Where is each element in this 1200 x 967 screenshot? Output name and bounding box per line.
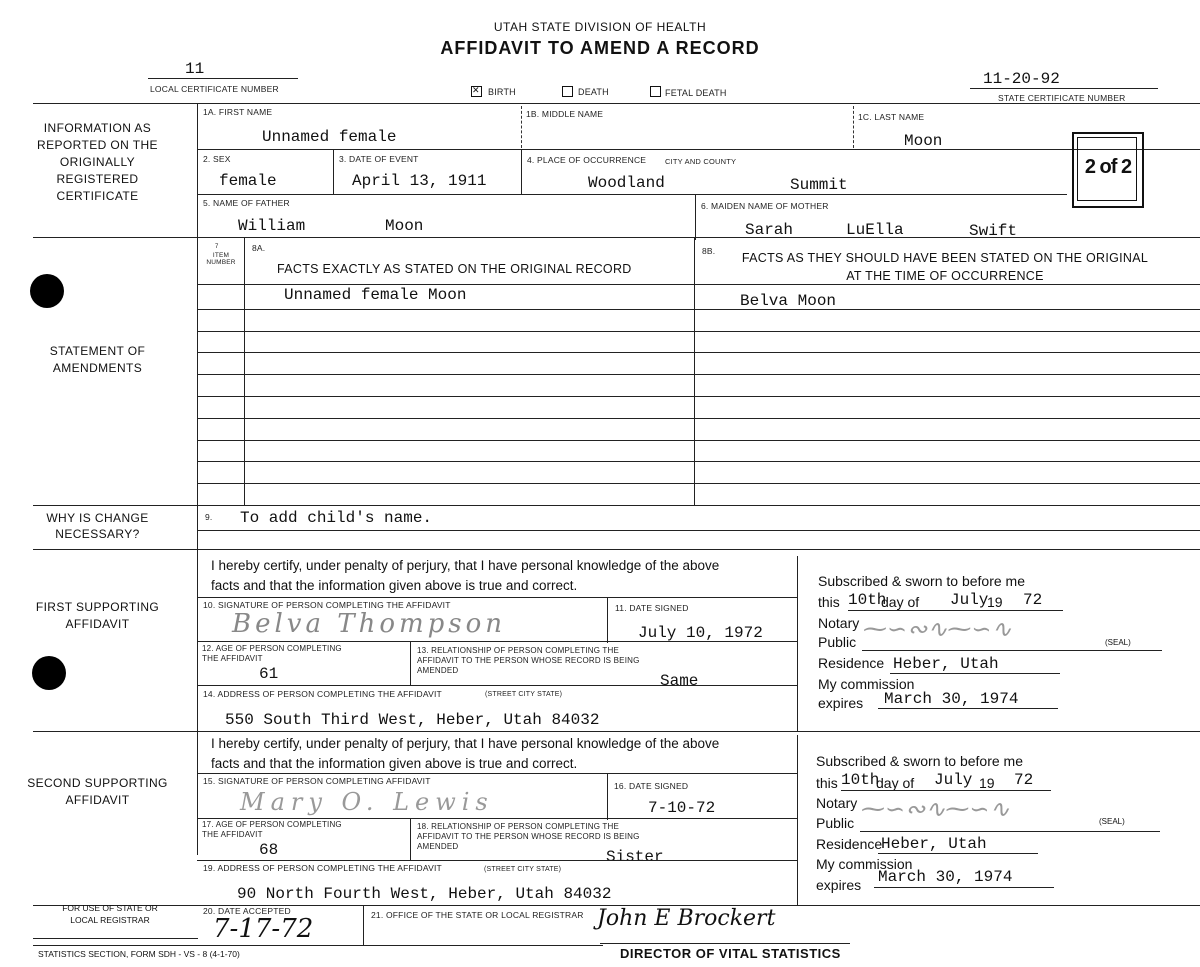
date-of-event-value: April 13, 1911 [352, 172, 487, 190]
amendment-row1-original: Unnamed female Moon [284, 286, 467, 304]
item-number-label: ITEM NUMBER [206, 252, 236, 266]
second-notary-sworn: Subscribed & sworn to before me [816, 753, 1023, 769]
county-value: Summit [790, 176, 848, 194]
local-cert-number-value: 11 [185, 60, 205, 78]
section-first-affidavit: FIRST SUPPORTING AFFIDAVIT [35, 600, 160, 631]
mother-name-label: 6. MAIDEN NAME OF MOTHER [701, 201, 829, 211]
first-public-label: Public [818, 634, 857, 650]
registrar-signature: John E Brockert [597, 906, 776, 931]
reason-number: 9. [205, 512, 213, 522]
first-expires-label: expires [818, 695, 864, 711]
second-relationship-label: 18. RELATIONSHIP OF PERSON COMPLETING THE AFFIDAVIT TO THE PERSON WHOSE RECORD IS BEING AMENDED [417, 822, 640, 851]
punch-hole-bottom [32, 656, 66, 690]
death-checkbox[interactable] [562, 86, 573, 97]
first-notary-block [818, 573, 1198, 723]
page-stamp [1072, 132, 1144, 208]
city-value: Woodland [588, 174, 665, 192]
death-checkbox-label: DEATH [578, 87, 609, 97]
section-second-affidavit: SECOND SUPPORTING AFFIDAVIT [27, 776, 168, 807]
first-signature[interactable]: Belva Thompson [232, 609, 507, 639]
first-relationship: Same [660, 672, 699, 690]
first-notary-seal: (SEAL) [1105, 638, 1131, 647]
first-notary-this: this [818, 594, 840, 610]
state-cert-number-label: STATE CERTIFICATE NUMBER [998, 93, 1126, 103]
first-notary-month: July [950, 591, 989, 609]
last-name-value: Moon [904, 132, 943, 150]
first-notary-year-prefix: 19 [987, 594, 1003, 610]
first-commission-label: My commission [818, 676, 915, 692]
second-residence: Heber, Utah [881, 835, 987, 853]
fetal-death-checkbox-label: FETAL DEATH [665, 88, 727, 98]
first-date-signed-label: 11. DATE SIGNED [615, 603, 689, 613]
second-address-label: 19. ADDRESS OF PERSON COMPLETING THE AFFIDAVIT [203, 863, 442, 873]
second-signature-label: 15. SIGNATURE OF PERSON COMPLETING AFFIDAVIT [203, 776, 431, 786]
second-notary-day-of: day of [876, 775, 915, 791]
second-notary-seal: (SEAL) [1099, 817, 1125, 826]
amendment-row1-corrected: Belva Moon [740, 292, 837, 310]
state-cert-number-value: 11-20-92 [983, 70, 1060, 88]
place-sub-label: CITY AND COUNTY [665, 157, 737, 166]
second-notary-month: July [934, 771, 973, 789]
second-address: 90 North Fourth West, Heber, Utah 84032 [237, 885, 612, 903]
second-public-label: Public [816, 815, 855, 831]
second-notary-this: this [816, 775, 838, 791]
second-notary-signature: ⁓∽∾∿⁓∽∿ [861, 795, 1010, 823]
first-relationship-label: 13. RELATIONSHIP OF PERSON COMPLETING THE AFFIDAVIT TO THE PERSON WHOSE RECORD IS BEING AMENDED [417, 646, 640, 675]
section-why-change: WHY IS CHANGE NECESSARY? [46, 511, 149, 541]
first-age: 61 [259, 665, 279, 683]
first-name-value: Unnamed female [262, 128, 397, 146]
middle-name-label: 1B. MIDDLE NAME [526, 109, 604, 119]
first-name-label: 1A. FIRST NAME [203, 107, 273, 117]
second-expires-label: expires [816, 877, 862, 893]
agency-name: UTAH STATE DIVISION OF HEALTH [493, 20, 707, 34]
second-signature[interactable]: Mary O. Lewis [240, 788, 494, 816]
mother-first-name: Sarah [745, 221, 794, 239]
form-footer: STATISTICS SECTION, FORM SDH - VS - 8 (4-1-70) [38, 949, 240, 959]
father-first-name: William [238, 217, 306, 235]
birth-checkbox-label: BIRTH [488, 87, 516, 97]
col-8a-number: 8A. [252, 243, 266, 253]
fetal-death-checkbox[interactable] [650, 86, 661, 97]
second-age-label: 17. AGE OF PERSON COMPLETING THE AFFIDAVIT [202, 820, 342, 839]
section-amendments: STATEMENT OF AMENDMENTS [49, 344, 146, 375]
page-stamp-text: 2 of 2 [1084, 156, 1132, 178]
col-8b-header: FACTS AS THEY SHOULD HAVE BEEN STATED ON THE ORIGINAL AT THE TIME OF OCCURRENCE [741, 251, 1149, 283]
first-notary-day-of: day of [881, 594, 920, 610]
registrar-label: 21. OFFICE OF THE STATE OR LOCAL REGISTRAR [371, 910, 584, 920]
first-notary-year: 72 [1023, 591, 1043, 609]
section-office-use: FOR USE OF STATE OR LOCAL REGISTRAR [62, 903, 158, 925]
second-date-signed: 7-10-72 [648, 799, 716, 817]
sex-value: female [219, 172, 277, 190]
col-8b-number: 8B. [702, 246, 716, 256]
section-original-record: INFORMATION AS REPORTED ON THE ORIGINALLY REGISTERED CERTIFICATE [37, 121, 158, 203]
col-8a-header: FACTS EXACTLY AS STATED ON THE ORIGINAL RECORD [277, 262, 632, 276]
local-cert-number-label: LOCAL CERTIFICATE NUMBER [150, 84, 279, 94]
mother-last-name: Swift [969, 222, 1018, 240]
date-of-event-label: 3. DATE OF EVENT [339, 154, 419, 164]
sex-label: 2. SEX [203, 154, 231, 164]
second-relationship: Sister [606, 848, 664, 866]
item-number-7: 7 [215, 244, 219, 250]
first-residence: Heber, Utah [893, 655, 999, 673]
second-date-signed-label: 16. DATE SIGNED [614, 781, 689, 791]
second-address-sub-label: (STREET CITY STATE) [484, 866, 562, 873]
mother-middle-name: LuElla [846, 221, 904, 239]
first-date-signed: July 10, 1972 [638, 624, 763, 642]
first-notary-label: Notary [818, 615, 860, 631]
first-notary-signature: ⁓∽∾∿⁓∽∿ [863, 615, 1012, 643]
first-address: 550 South Third West, Heber, Utah 84032 [225, 711, 600, 729]
second-expires: March 30, 1974 [878, 868, 1013, 886]
date-accepted-label: 20. DATE ACCEPTED [203, 906, 291, 916]
second-certify-text: I hereby certify, under penalty of perjury, that I have personal knowledge of the above facts and that the information given above is true and correct. [211, 736, 720, 771]
first-address-sub-label: (STREET CITY STATE) [485, 691, 563, 698]
second-residence-label: Residence [816, 836, 883, 852]
first-age-label: 12. AGE OF PERSON COMPLETING THE AFFIDAVIT [202, 644, 342, 663]
registrar-title: DIRECTOR OF VITAL STATISTICS [620, 946, 841, 961]
second-notary-day: 10th [841, 771, 880, 789]
second-commission-label: My commission [816, 856, 913, 872]
punch-hole-top [30, 274, 64, 308]
date-accepted: 7-17-72 [213, 914, 314, 944]
birth-checkbox[interactable] [471, 86, 482, 97]
last-name-label: 1C. LAST NAME [858, 112, 925, 122]
father-last-name: Moon [385, 217, 424, 235]
father-name-label: 5. NAME OF FATHER [203, 198, 290, 208]
second-age: 68 [259, 841, 279, 859]
second-notary-block [816, 753, 1196, 903]
first-notary-day: 10th [848, 591, 887, 609]
reason-text: To add child's name. [240, 509, 433, 527]
first-certify-text: I hereby certify, under penalty of perjury, that I have personal knowledge of the above facts and that the information given above is true and correct. [211, 558, 720, 593]
first-notary-sworn: Subscribed & sworn to before me [818, 573, 1025, 589]
form-title: AFFIDAVIT TO AMEND A RECORD [440, 38, 760, 58]
first-address-label: 14. ADDRESS OF PERSON COMPLETING THE AFFIDAVIT [203, 689, 442, 699]
first-expires: March 30, 1974 [884, 690, 1019, 708]
second-notary-year: 72 [1014, 771, 1034, 789]
place-label: 4. PLACE OF OCCURRENCE [527, 155, 647, 165]
first-signature-label: 10. SIGNATURE OF PERSON COMPLETING THE AFFIDAVIT [203, 600, 451, 610]
second-notary-year-prefix: 19 [979, 775, 995, 791]
second-notary-label: Notary [816, 795, 858, 811]
first-residence-label: Residence [818, 655, 885, 671]
